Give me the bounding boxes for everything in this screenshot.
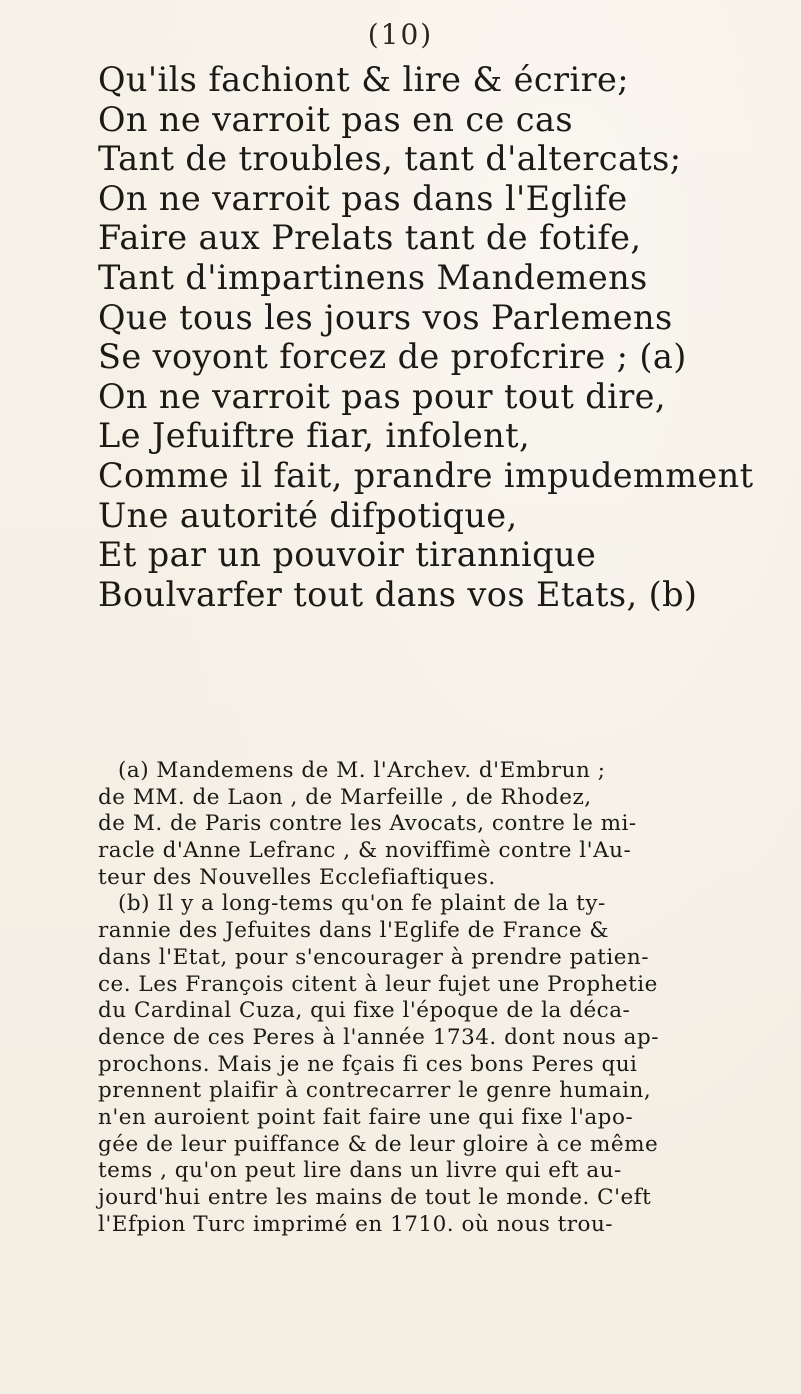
footnote-b-line: rannie des Jefuites dans l'Eglife de France & xyxy=(98,918,610,944)
verse-line: Qu'ils fachiont & lire & écrire; xyxy=(98,60,629,99)
verse-block xyxy=(98,60,788,614)
footnote-b-line: jourd'hui entre les mains de tout le monde. C'eft xyxy=(98,1185,652,1210)
verse-line: Une autorité difpotique, xyxy=(98,495,518,535)
footnote-b-line: du Cardinal Cuza, qui fixe l'époque de la déca- xyxy=(98,998,631,1024)
page-number: (10) xyxy=(367,18,434,51)
verse-line: Faire aux Prelats tant de fotife, xyxy=(98,218,642,258)
verse-line: On ne varroit pas pour tout dire, xyxy=(98,376,666,416)
footnote-b-line: l'Efpion Turc imprimé en 1710. où nous trou- xyxy=(98,1211,614,1237)
footnote-a-line: racle d'Anne Lefranc , & noviffimè contre l'Au- xyxy=(98,838,632,864)
footnote-b-line: ce. Les François citent à leur fujet une Prophetie xyxy=(98,971,658,997)
footnotes-block xyxy=(98,758,788,1238)
footnote-b-line: (b) Il y a long-tems qu'on fe plaint de la ty- xyxy=(118,891,606,917)
footnote-b-line: tems , qu'on peut lire dans un livre qui eft au- xyxy=(98,1158,622,1184)
footnote-b-line: n'en auroient point fait faire une qui fixe l'apo- xyxy=(98,1104,634,1130)
verse-line: Comme il fait, prandre impudemment xyxy=(98,455,754,495)
verse-line: On ne varroit pas en ce cas xyxy=(98,99,573,139)
verse-line: Se voyont forcez de profcrire ; (a) xyxy=(98,337,687,377)
footnote-a-line: teur des Nouvelles Ecclefiaftiques. xyxy=(98,864,496,890)
footnote-b-line: dans l'Etat, pour s'encourager à prendre patien- xyxy=(98,944,650,970)
verse-line: Boulvarfer tout dans vos Etats, (b) xyxy=(98,574,698,614)
verse-line: Que tous les jours vos Parlemens xyxy=(98,297,673,337)
verse-line: Tant d'impartinens Mandemens xyxy=(98,257,648,297)
footnote-a-line: de M. de Paris contre les Avocats, contre le mi- xyxy=(98,811,637,837)
footnote-a-line: (a) Mandemens de M. l'Archev. d'Embrun ; xyxy=(118,758,606,783)
verse-line: On ne varroit pas dans l'Eglife xyxy=(98,178,628,218)
verse-line: Et par un pouvoir tirannique xyxy=(98,535,597,575)
footnote-b-line: prochons. Mais je ne fçais fi ces bons Peres qui xyxy=(98,1051,638,1077)
verse-line: Tant de troubles, tant d'altercats; xyxy=(98,139,682,179)
verse-line: Le Jefuiftre fiar, infolent, xyxy=(98,416,531,456)
footnote-a-line: de MM. de Laon , de Marfeille , de Rhodez, xyxy=(98,784,592,810)
footnote-b-line: dence de ces Peres à l'année 1734. dont nous ap- xyxy=(98,1024,659,1050)
footnote-b-line: prennent plaifir à contrecarrer le genre humain, xyxy=(98,1078,652,1104)
footnote-b-line: gée de leur puiffance & de leur gloire à ce même xyxy=(98,1131,659,1157)
